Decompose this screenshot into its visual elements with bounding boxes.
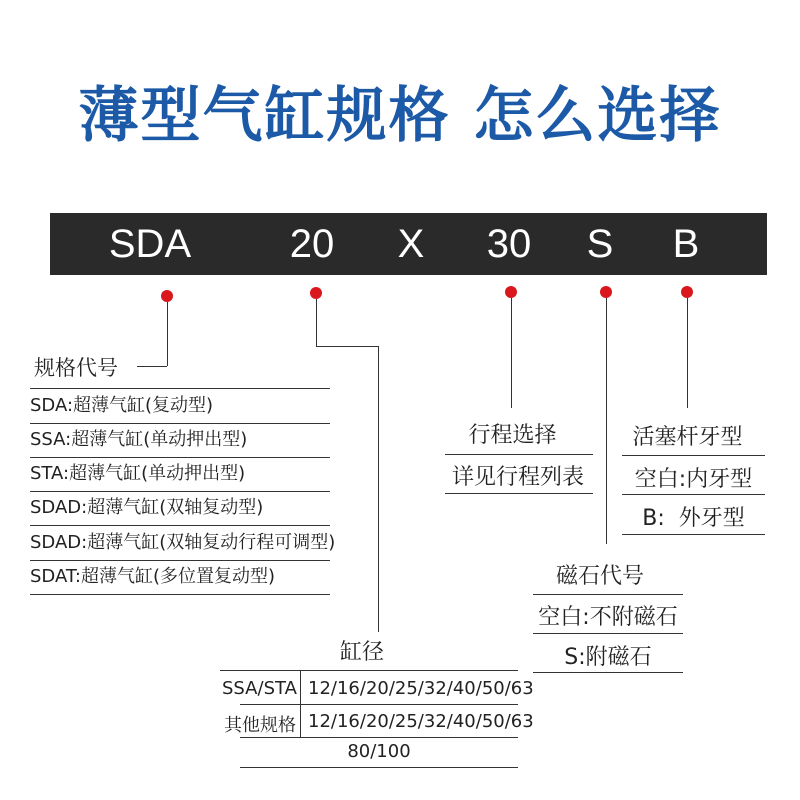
code-rod-thread: B: [672, 222, 700, 266]
rod-divider: [622, 494, 765, 495]
leader-line-rod: [687, 298, 688, 408]
model-code-item: SDA:超薄气缸(复动型): [30, 389, 330, 424]
bore-table-row-line: [240, 704, 518, 705]
magnet-divider: [533, 594, 683, 595]
rod-divider: [622, 455, 765, 456]
magnet-bottom-line: [533, 672, 683, 673]
code-stroke: 30: [486, 222, 532, 266]
leader-line-stroke: [511, 298, 512, 408]
marker-dot-bore: [310, 287, 322, 299]
leader-line-bore-h: [316, 346, 378, 347]
bore-table-bottom-line: [240, 767, 518, 768]
page-title: 薄型气缸规格 怎么选择: [78, 81, 722, 151]
bore-row-value: 12/16/20/25/32/40/50/63: [308, 678, 534, 699]
leader-line-series: [167, 302, 168, 366]
rod-label: 活塞杆牙型: [632, 425, 743, 450]
code-separator: X: [397, 222, 425, 266]
bore-row-value: 12/16/20/25/32/40/50/63: [308, 711, 534, 732]
rod-option: 空白:内牙型: [634, 467, 753, 492]
leader-line-bore-v: [378, 346, 379, 632]
magnet-label: 磁石代号: [555, 564, 644, 589]
marker-dot-rod: [681, 286, 693, 298]
bore-row-key: SSA/STA: [222, 678, 297, 699]
model-code-item: SDAD:超薄气缸(双轴复动行程可调型): [30, 526, 330, 561]
leader-line-series-h: [137, 366, 167, 367]
bore-table-row-line: [240, 737, 518, 738]
stroke-bottom-line: [445, 493, 593, 494]
code-series: SDA: [108, 222, 192, 266]
code-bore: 20: [289, 222, 335, 266]
bore-table-top-line: [220, 670, 518, 671]
leader-line-bore: [316, 299, 317, 346]
code-magnet: S: [586, 222, 614, 266]
magnet-option: 空白:不附磁石: [538, 605, 678, 630]
bore-row-value: 80/100: [347, 741, 411, 762]
model-code-item: SDAT:超薄气缸(多位置复动型): [30, 560, 330, 595]
model-code-bar: [50, 213, 767, 275]
stroke-value: 详见行程列表: [451, 465, 584, 490]
rod-option: B: 外牙型: [642, 506, 745, 531]
model-code-item: SDAD:超薄气缸(双轴复动型): [30, 491, 330, 526]
marker-dot-stroke: [505, 286, 517, 298]
leader-line-magnet: [606, 298, 607, 544]
rod-bottom-line: [622, 534, 765, 535]
model-code-item: SSA:超薄气缸(单动押出型): [30, 423, 330, 458]
model-code-label: 规格代号: [34, 356, 118, 380]
bore-label: 缸径: [340, 640, 385, 665]
marker-dot-series: [161, 290, 173, 302]
model-code-item: STA:超薄气缸(单动押出型): [30, 457, 330, 492]
marker-dot-magnet: [600, 286, 612, 298]
stroke-divider: [445, 454, 593, 455]
magnet-option: S:附磁石: [564, 645, 652, 670]
bore-row-key: 其他规格: [224, 715, 296, 736]
stroke-label: 行程选择: [468, 423, 557, 448]
magnet-divider: [533, 633, 683, 634]
